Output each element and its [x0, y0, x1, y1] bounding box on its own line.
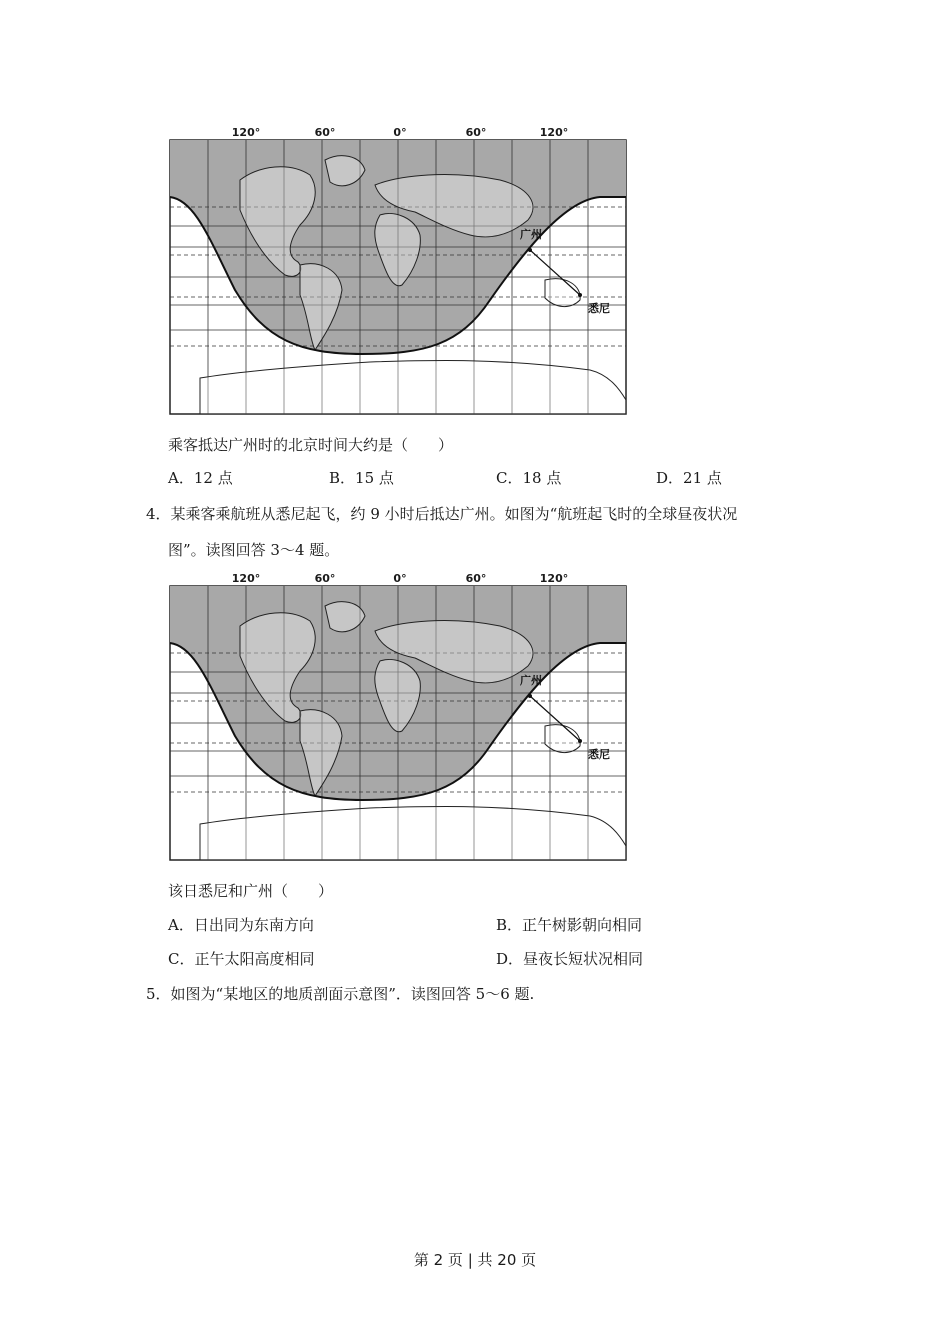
- q3-option-a: A．12 点: [168, 469, 233, 487]
- q4-intro-line2: 图”。读图回答 3～4 题。: [168, 541, 340, 559]
- lon-label-60w: 60°: [314, 572, 336, 585]
- lon-label-120w: 120°: [231, 572, 261, 585]
- lon-label-120e: 120°: [539, 572, 569, 585]
- lon-label-120w: 120°: [231, 126, 261, 139]
- city-sydney-label: 悉尼: [588, 748, 610, 761]
- lon-label-60w: 60°: [314, 126, 336, 139]
- lon-label-60e: 60°: [465, 126, 487, 139]
- day-night-map-1: [168, 126, 630, 418]
- q4-option-b: B．正午树影朝向相同: [496, 916, 643, 934]
- q3-stem: 乘客抵达广州时的北京时间大约是（ ）: [168, 436, 454, 454]
- city-guangzhou-label: 广州: [520, 674, 542, 687]
- city-sydney-label: 悉尼: [588, 302, 610, 315]
- lon-label-0: 0°: [393, 572, 407, 585]
- q3-option-b: B．15 点: [329, 469, 394, 487]
- page-footer: 第 2 页 | 共 20 页: [413, 1251, 537, 1269]
- city-guangzhou-label: 广州: [520, 228, 542, 241]
- lon-label-60e: 60°: [465, 572, 487, 585]
- q4-intro-line1: 4．某乘客乘航班从悉尼起飞，约 9 小时后抵达广州。如图为“航班起飞时的全球昼夜状况: [146, 505, 738, 523]
- day-night-map-2: [168, 572, 630, 864]
- q3-option-d: D．21 点: [656, 469, 722, 487]
- q4-option-a: A．日出同为东南方向: [168, 916, 314, 934]
- q3-option-c: C．18 点: [496, 469, 562, 487]
- q4-option-c: C．正午太阳高度相同: [168, 950, 315, 968]
- q4-stem: 该日悉尼和广州（ ）: [168, 882, 334, 900]
- q5-intro: 5．如图为“某地区的地质剖面示意图”．读图回答 5～6 题.: [146, 985, 535, 1003]
- q4-option-d: D．昼夜长短状况相同: [496, 950, 644, 968]
- lon-label-120e: 120°: [539, 126, 569, 139]
- lon-label-0: 0°: [393, 126, 407, 139]
